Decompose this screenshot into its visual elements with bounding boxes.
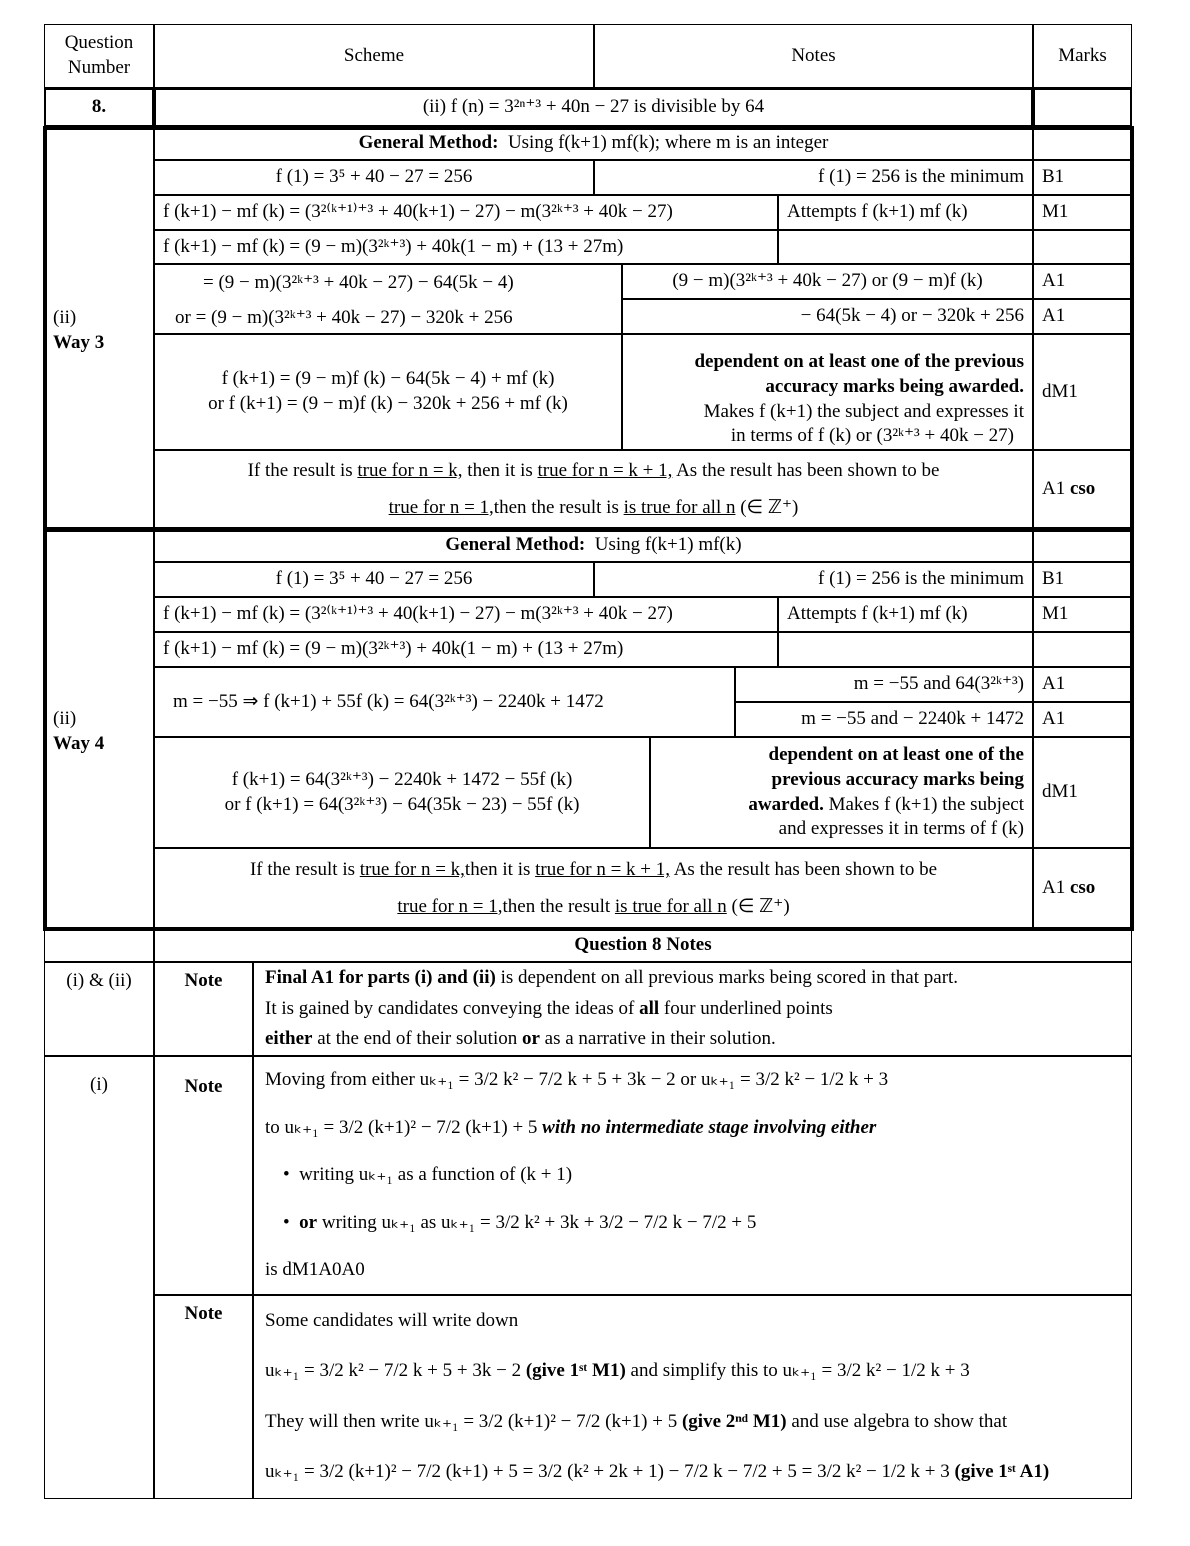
text: four underlined points — [659, 997, 833, 1019]
scheme-cell: f (k+1) − mf (k) = (3²⁽ᵏ⁺¹⁾⁺³ + 40(k+1) − 27) − m(3²ᵏ⁺³ + 40k − 27) — [154, 597, 778, 632]
note-text — [253, 962, 1132, 1056]
underlined-point: true for n = k, — [357, 460, 463, 482]
note-cell: − 64(5k − 4) or − 320k + 256 — [622, 299, 1033, 334]
note-cell — [650, 737, 1033, 848]
scheme-cell: f (k+1) − mf (k) = (9 − m)(3²ᵏ⁺³) + 40k(1 − m) + (13 + 27m) — [154, 230, 778, 264]
text: and use algebra to show that — [786, 1410, 1008, 1432]
underlined-point: true for n = k, — [359, 859, 465, 881]
text: As the result has been shown to be — [672, 460, 940, 482]
bullet-item: • or writing uₖ₊₁ as uₖ₊₁ = 3/2 k² + 3k + 3/2 − 7/2 k − 7/2 + 5 — [283, 1211, 757, 1233]
dependency-note: awarded. — [748, 793, 824, 815]
text: as a narrative in their solution. — [539, 1028, 776, 1050]
note-cell: m = −55 and 64(3²ᵏ⁺³) — [735, 667, 1033, 702]
italic-bold-text: with no intermediate stage involving either — [542, 1116, 877, 1138]
notes-title: Question 8 Notes — [154, 929, 1132, 962]
underlined-point: is true for all n — [623, 496, 736, 518]
text: to uₖ₊₁ = 3/2 (k+1)² − 7/2 (k+1) + 5 — [265, 1116, 543, 1138]
note-text: Makes f (k+1) the subject — [823, 793, 1024, 815]
note-label: Note — [154, 1056, 253, 1295]
way-label: Way 4 — [53, 733, 105, 754]
bold-text: or — [521, 1028, 540, 1050]
conclusion-line — [248, 453, 940, 489]
question-statement: (ii) f (n) = 3²ⁿ⁺³ + 40n − 27 is divisible by 64 — [154, 88, 1033, 127]
text: It is gained by candidates conveying the ideas of — [265, 997, 640, 1019]
general-method-label: General Method: — [445, 534, 586, 556]
note-text — [253, 1056, 1132, 1295]
note-text — [253, 1295, 1132, 1499]
note-label: Note — [154, 962, 253, 1056]
note-line — [265, 1460, 1049, 1485]
note-line: in terms of f (k) or (3²ᵏ⁺³ + 40k − 27) — [730, 425, 1014, 447]
mark-cell: M1 — [1033, 597, 1132, 632]
mark-cell — [1033, 230, 1132, 264]
text: is dependent on all previous marks being scored in that part. — [495, 967, 959, 989]
note-cell — [622, 334, 1033, 450]
text: writing uₖ₊₁ as a function of (k + 1) — [299, 1164, 573, 1186]
way3-label — [44, 127, 154, 529]
note-line: Moving from either uₖ₊₁ = 3/2 k² − 7/2 k + 5 + 3k − 2 or uₖ₊₁ = 3/2 k² − 1/2 k + 3 — [265, 1069, 889, 1091]
conclusion-line — [250, 852, 937, 888]
mark-cell: A1 — [1033, 667, 1132, 702]
question-number: 8. — [44, 88, 154, 127]
underlined-point: is true for all n — [614, 895, 727, 917]
bold-text: (give 2ⁿᵈ M1) — [681, 1410, 787, 1432]
text: writing uₖ₊₁ as uₖ₊₁ = 3/2 k² + 3k + 3/2 − 7/2 k − 7/2 + 5 — [317, 1211, 757, 1233]
note-cell: Attempts f (k+1) mf (k) — [778, 597, 1033, 632]
text: at the end of their solution — [312, 1028, 522, 1050]
scheme-line: or f (k+1) = (9 − m)f (k) − 320k + 256 + mf (k) — [208, 393, 568, 414]
mark-qualifier: cso — [1069, 877, 1096, 899]
note-line: and expresses it in terms of f (k) — [778, 818, 1024, 840]
scheme-cell — [154, 737, 650, 848]
note-part: (i) — [44, 1056, 154, 1499]
scheme-line: f (k+1) = 64(3²ᵏ⁺³) − 2240k + 1472 − 55f (k) — [231, 768, 573, 790]
note-line — [265, 1024, 776, 1054]
scheme-cell: f (k+1) − mf (k) = (9 − m)(3²ᵏ⁺³) + 40k(1 − m) + (13 + 27m) — [154, 632, 778, 667]
way-label: Way 3 — [53, 332, 105, 353]
note-line — [265, 1359, 970, 1384]
general-method — [154, 127, 1033, 160]
text: (∈ ℤ⁺) — [735, 496, 799, 518]
scheme-cell: = (9 − m)(3²ᵏ⁺³ + 40k − 27) − 64(5k − 4) — [154, 264, 622, 334]
note-cell: f (1) = 256 is the minimum — [594, 562, 1033, 597]
note-line: Makes f (k+1) the subject and expresses it — [703, 400, 1024, 422]
underlined-point: true for n = k + 1, — [535, 859, 670, 881]
marks-empty — [1033, 529, 1132, 562]
part-label: (ii) — [53, 307, 77, 329]
conclusion-line — [389, 490, 799, 526]
dependency-note: previous accuracy marks being — [771, 768, 1024, 790]
mark-qualifier: cso — [1069, 478, 1096, 500]
note-cell: (9 − m)(3²ᵏ⁺³ + 40k − 27) or (9 − m)f (k) — [622, 264, 1033, 299]
mark-cell — [1033, 450, 1132, 529]
underlined-point: true for n = k + 1, — [537, 460, 673, 482]
bold-text: either — [265, 1028, 313, 1050]
underlined-point: true for n = 1, — [397, 895, 503, 917]
text: uₖ₊₁ = 3/2 k² − 7/2 k + 5 + 3k − 2 — [265, 1360, 526, 1382]
note-line — [748, 793, 1024, 818]
note-cell: Attempts f (k+1) mf (k) — [778, 195, 1033, 230]
note-line — [265, 1410, 1007, 1435]
scheme-line: f (k+1) = (9 − m)f (k) − 64(5k − 4) + mf (k) — [221, 368, 555, 390]
scheme-cell: or = (9 − m)(3²ᵏ⁺³ + 40k − 27) − 320k + 256 — [175, 306, 513, 328]
text: As the result has been shown to be — [670, 859, 938, 881]
bold-text: (give 1ˢᵗ A1) — [954, 1461, 1050, 1483]
marks-empty — [1033, 127, 1132, 160]
text: (∈ ℤ⁺) — [726, 895, 790, 917]
way4-label — [44, 529, 154, 929]
dependency-note: dependent on at least one of the previous accuracy marks being awarded. — [694, 351, 1024, 397]
text: and simplify this to uₖ₊₁ = 3/2 k² − 1/2 k + 3 — [625, 1360, 970, 1382]
text: then the result is — [493, 496, 624, 518]
marks-empty — [1033, 88, 1132, 127]
text: then it is — [464, 859, 536, 881]
bold-text: all — [639, 997, 660, 1019]
header-notes: Notes — [594, 24, 1033, 88]
note-line — [265, 963, 958, 993]
dependency-note: dependent on at least one of the — [768, 744, 1024, 766]
note-line: Some candidates will write down — [265, 1309, 519, 1331]
conclusion-line — [397, 889, 789, 925]
mark-cell — [1033, 632, 1132, 667]
note-line — [265, 1116, 876, 1141]
bold-text: or — [299, 1211, 318, 1233]
note-cell — [778, 230, 1033, 264]
text: then the result — [502, 895, 615, 917]
conclusion-cell — [154, 450, 1033, 529]
underlined-point: true for n = 1, — [388, 496, 494, 518]
header-marks: Marks — [1033, 24, 1132, 88]
scheme-cell: f (1) = 3⁵ + 40 − 27 = 256 — [154, 160, 594, 195]
mark: A1 — [1042, 877, 1066, 899]
note-line: is dM1A0A0 — [265, 1258, 365, 1280]
mark-cell: B1 — [1033, 562, 1132, 597]
scheme-cell: f (1) = 3⁵ + 40 − 27 = 256 — [154, 562, 594, 597]
note-label: Note — [154, 1295, 253, 1499]
bullet-item: • writing uₖ₊₁ as a function of (k + 1) — [283, 1164, 573, 1186]
text: They will then write uₖ₊₁ = 3/2 (k+1)² − 7/2 (k+1) + 5 — [265, 1410, 682, 1432]
part-label: (ii) — [53, 708, 77, 730]
text: uₖ₊₁ = 3/2 (k+1)² − 7/2 (k+1) + 5 = 3/2 (k² + 2k + 1) − 7/2 k − 7/2 + 5 = 3/2 k² − 1/2 k + 3 — [265, 1461, 955, 1483]
mark-cell: dM1 — [1033, 737, 1132, 848]
bold-text: Final A1 for parts (i) and (ii) — [265, 967, 496, 989]
header-scheme: Scheme — [154, 24, 594, 88]
note-cell — [778, 632, 1033, 667]
note-cell: f (1) = 256 is the minimum — [594, 160, 1033, 195]
mark-cell: B1 — [1033, 160, 1132, 195]
mark-cell: A1 — [1033, 264, 1132, 299]
general-method-text: Using f(k+1) mf(k) — [594, 534, 742, 556]
general-method-text: Using f(k+1) mf(k); where m is an integer — [507, 132, 829, 154]
note-cell: m = −55 and − 2240k + 1472 — [735, 702, 1033, 737]
mark-cell — [1033, 848, 1132, 929]
mark: A1 — [1042, 478, 1066, 500]
text: If the result is — [247, 460, 358, 482]
mark-cell: M1 — [1033, 195, 1132, 230]
general-method — [154, 529, 1033, 562]
scheme-cell — [154, 334, 622, 450]
mark-cell: dM1 — [1033, 334, 1132, 450]
header-question-number: Question Number — [44, 24, 154, 88]
scheme-cell: m = −55 ⇒ f (k+1) + 55f (k) = 64(3²ᵏ⁺³) − 2240k + 1472 — [154, 667, 735, 737]
general-method-label: General Method: — [358, 132, 499, 154]
text: If the result is — [249, 859, 360, 881]
text: then it is — [462, 460, 538, 482]
mark-cell: A1 — [1033, 702, 1132, 737]
note-line — [265, 994, 833, 1024]
note-part: (i) & (ii) — [44, 962, 154, 1056]
bold-text: (give 1ˢᵗ M1) — [525, 1360, 626, 1382]
empty-cell — [44, 929, 154, 962]
conclusion-cell — [154, 848, 1033, 929]
scheme-cell: f (k+1) − mf (k) = (3²⁽ᵏ⁺¹⁾⁺³ + 40(k+1) − 27) − m(3²ᵏ⁺³ + 40k − 27) — [154, 195, 778, 230]
scheme-line: or f (k+1) = 64(3²ᵏ⁺³) − 64(35k − 23) − 55f (k) — [224, 793, 580, 815]
mark-cell: A1 — [1033, 299, 1132, 334]
